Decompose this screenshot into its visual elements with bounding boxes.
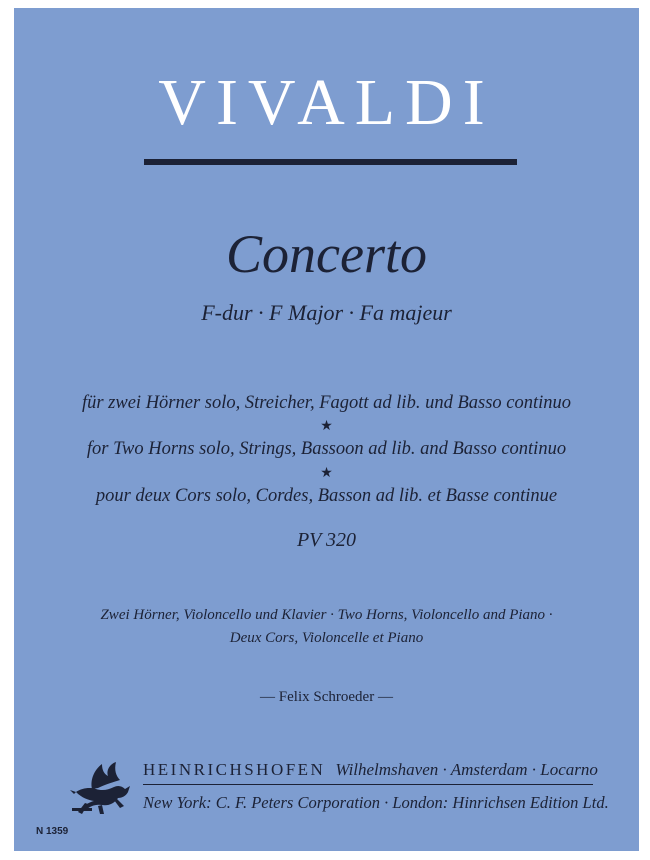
publisher-cities: Wilhelmshaven · Amsterdam · Locarno: [335, 760, 598, 779]
instrumentation-french: pour deux Cors solo, Cordes, Basson ad lib. et Basse continue: [95, 486, 558, 506]
work-key: F-dur · F Major · Fa majeur: [201, 300, 452, 325]
arrangement-line-1: Zwei Hörner, Violoncello und Klavier · Two Horns, Violoncello and Piano ·: [100, 607, 553, 623]
publisher-agents: New York: C. F. Peters Corporation · London: Hinrichsen Edition Ltd.: [143, 793, 609, 812]
cover: [14, 8, 639, 851]
instrumentation-english: for Two Horns solo, Strings, Bassoon ad lib. and Basso continuo: [86, 439, 567, 459]
publisher-name: HEINRICHSHOFEN: [143, 760, 326, 779]
arrangement-line-2: Deux Cors, Violoncelle et Piano: [229, 630, 424, 646]
work-title: Concerto: [226, 224, 427, 284]
edition-number: N 1359: [36, 826, 69, 837]
editor-credit: — Felix Schroeder —: [260, 689, 393, 705]
composer-name: VIVALDI: [158, 66, 495, 139]
star-separator: ★: [320, 419, 333, 434]
publisher-line: [143, 760, 613, 780]
publisher-divider: [143, 784, 593, 785]
pv-catalog-number: PV 320: [296, 529, 357, 551]
star-separator: ★: [320, 466, 333, 481]
title-rule: [144, 159, 517, 165]
instrumentation-german: für zwei Hörner solo, Streicher, Fagott ad lib. und Basso continuo: [81, 393, 572, 413]
pegasus-logo-icon: [68, 760, 138, 816]
